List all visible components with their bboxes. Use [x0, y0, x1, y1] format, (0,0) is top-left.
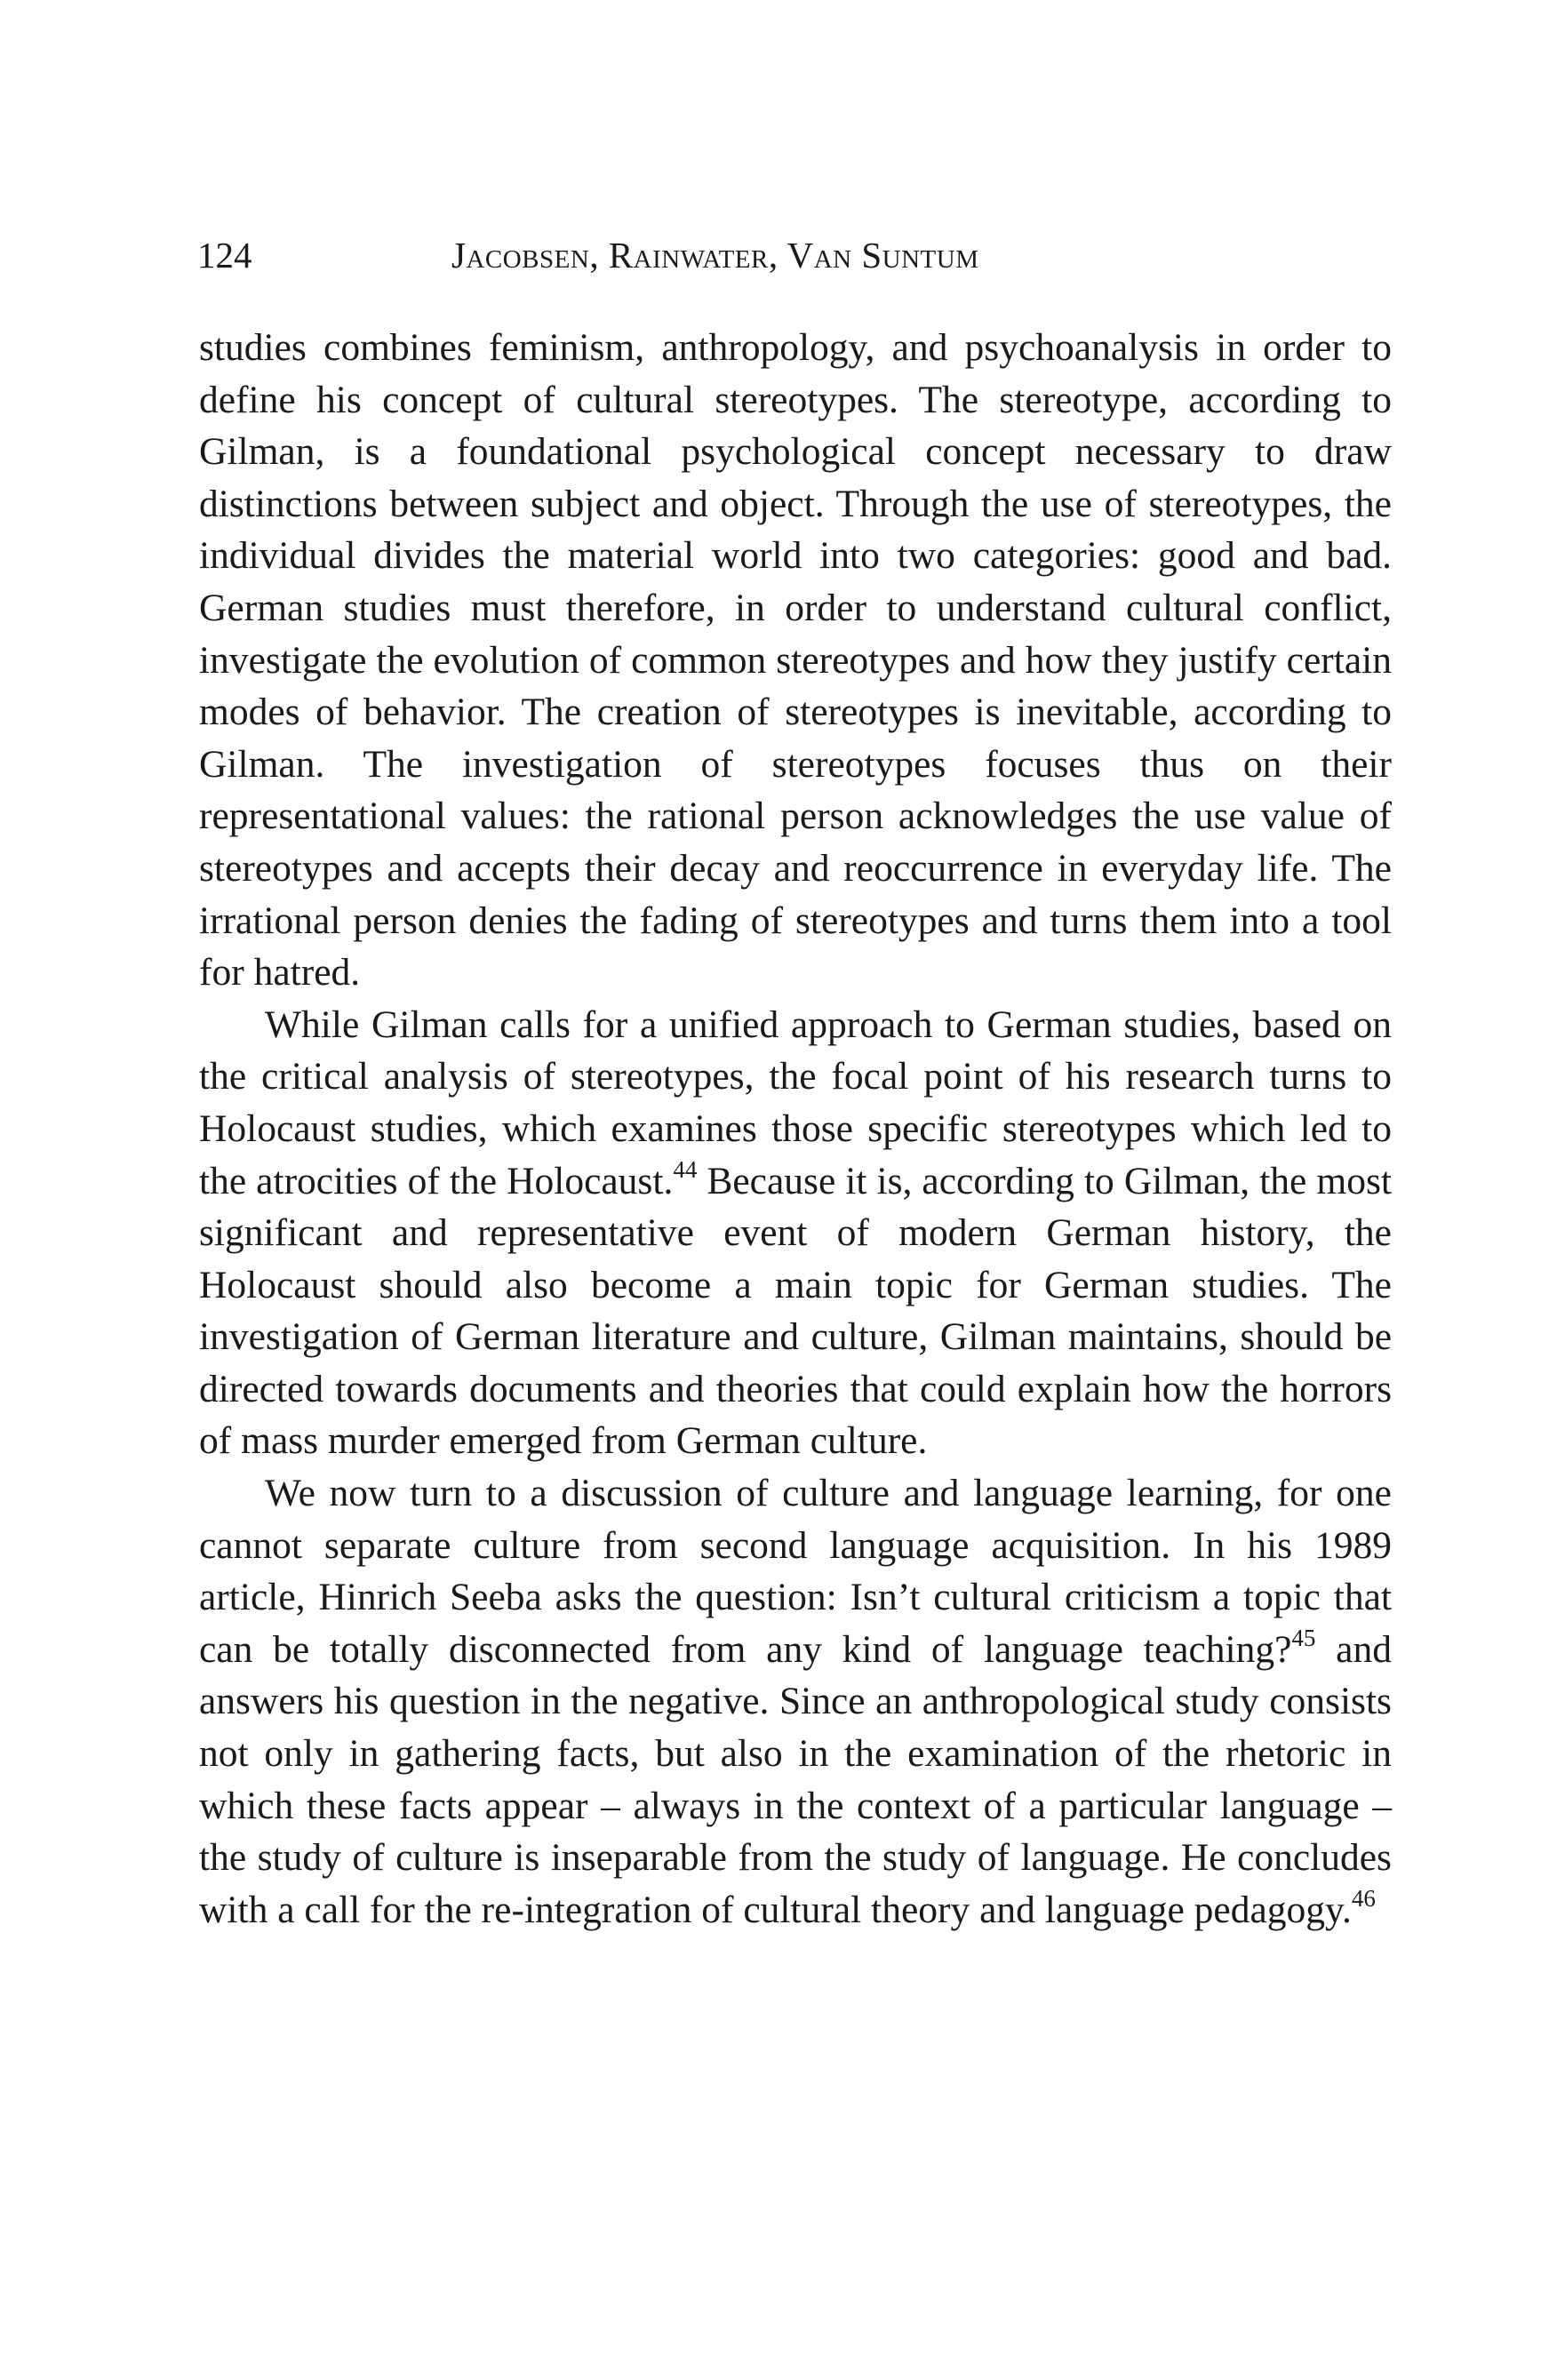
body-text: [199, 322, 1392, 1936]
paragraph-1: [199, 322, 1392, 999]
paragraph-3: [199, 1467, 1392, 1936]
header-authors: Jacobsen, Rainwater, Van Suntum: [451, 235, 979, 276]
paragraph-1-text: studies combines feminism, anthropology, and psychoanalysis in order to define his concept of cultural stereotypes. The stereotype, according to Gilman, is a foundational psychological concept necessary to draw distinctions between subject and object. Through the use of stereotypes, the individual divides the material world into two categories: good and bad. German studies must therefore, in order to understand cultural conflict, investigate the evolution of common stereotypes and how they justify certain modes of behavior. The creation of stereotypes is inevitable, according to Gilman. The investigation of stereotypes focuses thus on their representational values: the rational person acknowledges the use value of stereotypes and accepts their decay and reoccurrence in everyday life. The irrational person denies the fading of stereotypes and turns them into a tool for hatred.: [199, 326, 1392, 994]
paragraph-2-text-a: While Gilman calls for a unified approach to German studies, based on the critical analysis of stereotypes, the focal point of his research turns to Holocaust studies, which examines those specific stereotypes which led to the atrocities of the Holocaust.: [199, 1002, 1392, 1202]
paragraph-2: [199, 999, 1392, 1467]
paragraph-3-text-b: and answers his question in the negative. Since an anthropological study consists not only in gathering facts, but also in the examination of the rhetoric in which these facts appear – always in the context of a particular language – the study of culture is inseparable from the study of language. He concludes with a call for the re-integration of cultural theory and language pedagogy.: [199, 1627, 1392, 1931]
running-head: [197, 224, 1397, 286]
footnote-ref-46: 46: [1351, 1884, 1376, 1912]
paragraph-3-text-a: We now turn to a discussion of culture and language learning, for one cannot separate culture from second language acquisition. In his 1989 article, Hinrich Seeba asks the question: Isn’t cultural criticism a topic that can be totally disconnected from any kind of language teaching?: [199, 1472, 1392, 1671]
page-number: 124: [197, 235, 252, 276]
footnote-ref-45: 45: [1291, 1624, 1316, 1651]
paragraph-2-text-b: Because it is, according to Gilman, the most significant and representative event of modern German history, the Holocaust should also become a main topic for German studies. The investigation of German literature and culture, Gilman maintains, should be directed towards documents and theories that could explain how the horrors of mass murder emerged from German culture.: [199, 1159, 1392, 1463]
footnote-ref-44: 44: [673, 1155, 698, 1183]
